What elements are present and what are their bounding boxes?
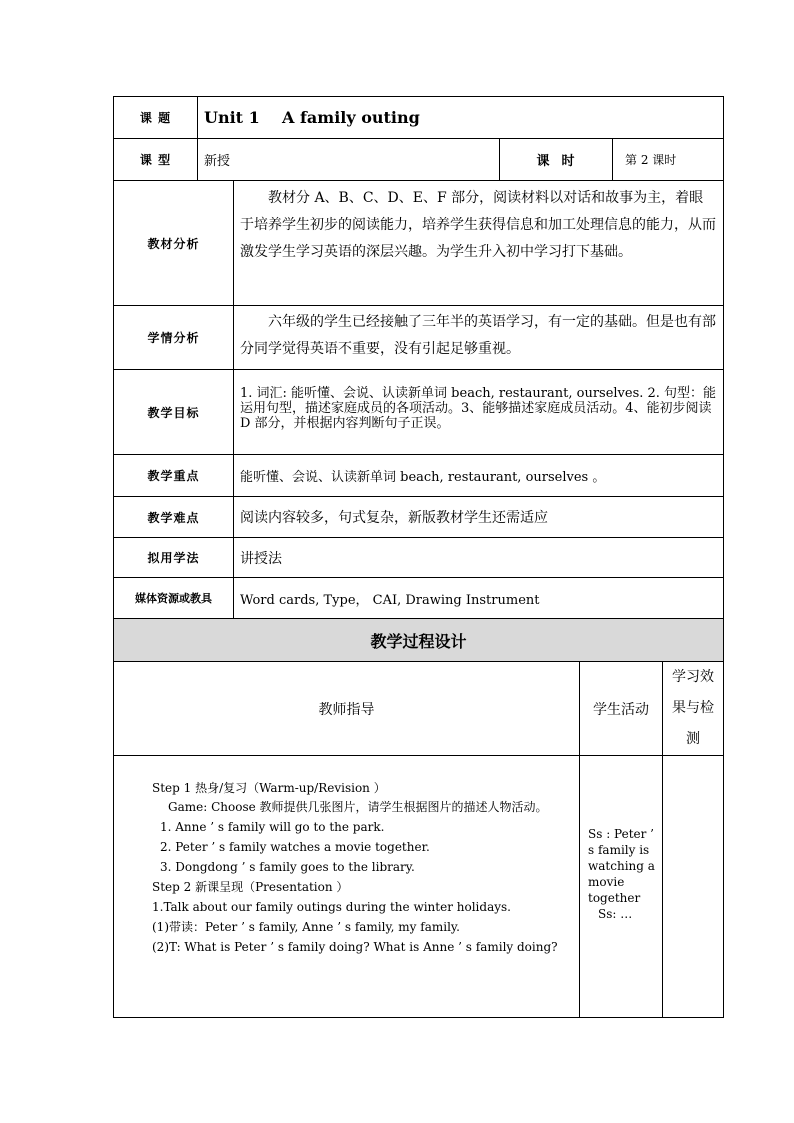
method-label: 拟用学法 (114, 538, 234, 577)
period-value: 第 2 课时 (625, 153, 677, 167)
difficulty-label: 教学难点 (114, 497, 234, 537)
period-label: 课 时 (500, 139, 613, 180)
row-key (113, 455, 724, 497)
teacher-line-4: 1.Talk about our family outings during the winter holidays. (152, 900, 511, 914)
teacher-line-2: 2. Peter ’ s family watches a movie together. (160, 840, 430, 854)
col-student-header: 学生活动 (580, 662, 663, 755)
material-label: 教材分析 (114, 181, 234, 305)
key-label: 教学重点 (114, 455, 234, 496)
type-value: 新授 (198, 139, 500, 180)
goal-text: 1. 词汇: 能听懂、会说、认读新单词 beach, restaurant, ourselves. 2. 句型：能运用句型，描述家庭成员的各项活动。3、能够描述家庭成员活动。4、能初步阅读 D 部分，并根据内容判断句子正误。 (240, 386, 717, 431)
row-process-title (113, 619, 724, 662)
goal-label: 教学目标 (114, 370, 234, 454)
student-label: 学情分析 (114, 306, 234, 369)
key-text: 能听懂、会说、认读新单词 beach, restaurant, ourselves 。 (240, 470, 606, 485)
material-text: 教材分 A、B、C、D、E、F 部分，阅读材料以对话和故事为主，着眼于培养学生初步的阅读能力，培养学生获得信息和加工处理信息的能力，从而激发学生学习英语的深层兴趣。为学生升入初中学习打下基础。 (240, 190, 716, 260)
col-teacher-header: 教师指导 (114, 662, 580, 755)
teacher-guidance (114, 756, 580, 1017)
row-type (113, 139, 724, 181)
process-title: 教学过程设计 (114, 619, 723, 661)
step1-title: Step 1 热身/复习（Warm-up/Revision ） (152, 781, 386, 795)
row-topic (113, 96, 724, 139)
teacher-line-6: (2)T: What is Peter ’ s family doing? What is Anne ’ s family doing? (152, 940, 558, 954)
row-difficulty (113, 497, 724, 538)
row-material (113, 181, 724, 306)
col-effect-header: 学习效果与检测 (672, 669, 714, 747)
student-activity-text: Ss : Peter ’ s family is watching a movie together (588, 827, 655, 905)
topic-value: Unit 1 A family outing (204, 108, 420, 127)
media-label: 媒体资源或教具 (114, 578, 234, 618)
row-goals (113, 370, 724, 455)
topic-label: 课 题 (114, 97, 198, 138)
teacher-line-1: 1. Anne ’ s family will go to the park. (160, 820, 385, 834)
teacher-line-5: (1)带读：Peter ’ s family, Anne ’ s family, my family. (152, 920, 460, 934)
learning-effect-cell (663, 756, 723, 1017)
type-label: 课 型 (114, 139, 198, 180)
student-activity (580, 756, 663, 1017)
teacher-line-3: 3. Dongdong ’ s family goes to the library. (160, 860, 415, 874)
student-text: 六年级的学生已经接触了三年半的英语学习，有一定的基础。但是也有部分同学觉得英语不重要，没有引起足够重视。 (240, 314, 716, 357)
lesson-plan-table (113, 96, 724, 1018)
method-text: 讲授法 (240, 550, 282, 567)
row-student (113, 306, 724, 370)
student-activity-text-2: Ss: … (598, 907, 633, 921)
step2-title: Step 2 新课呈现（Presentation ） (152, 880, 349, 894)
media-text: Word cards, Type， CAI, Drawing Instrument (240, 592, 540, 608)
row-media (113, 578, 724, 619)
row-process-headers (113, 662, 724, 756)
difficulty-text: 阅读内容较多，句式复杂，新版教材学生还需适应 (240, 510, 548, 526)
row-method (113, 538, 724, 578)
row-process-content (113, 756, 724, 1018)
game-text: Game: Choose 教师提供几张图片，请学生根据图片的描述人物活动。 (168, 800, 548, 814)
